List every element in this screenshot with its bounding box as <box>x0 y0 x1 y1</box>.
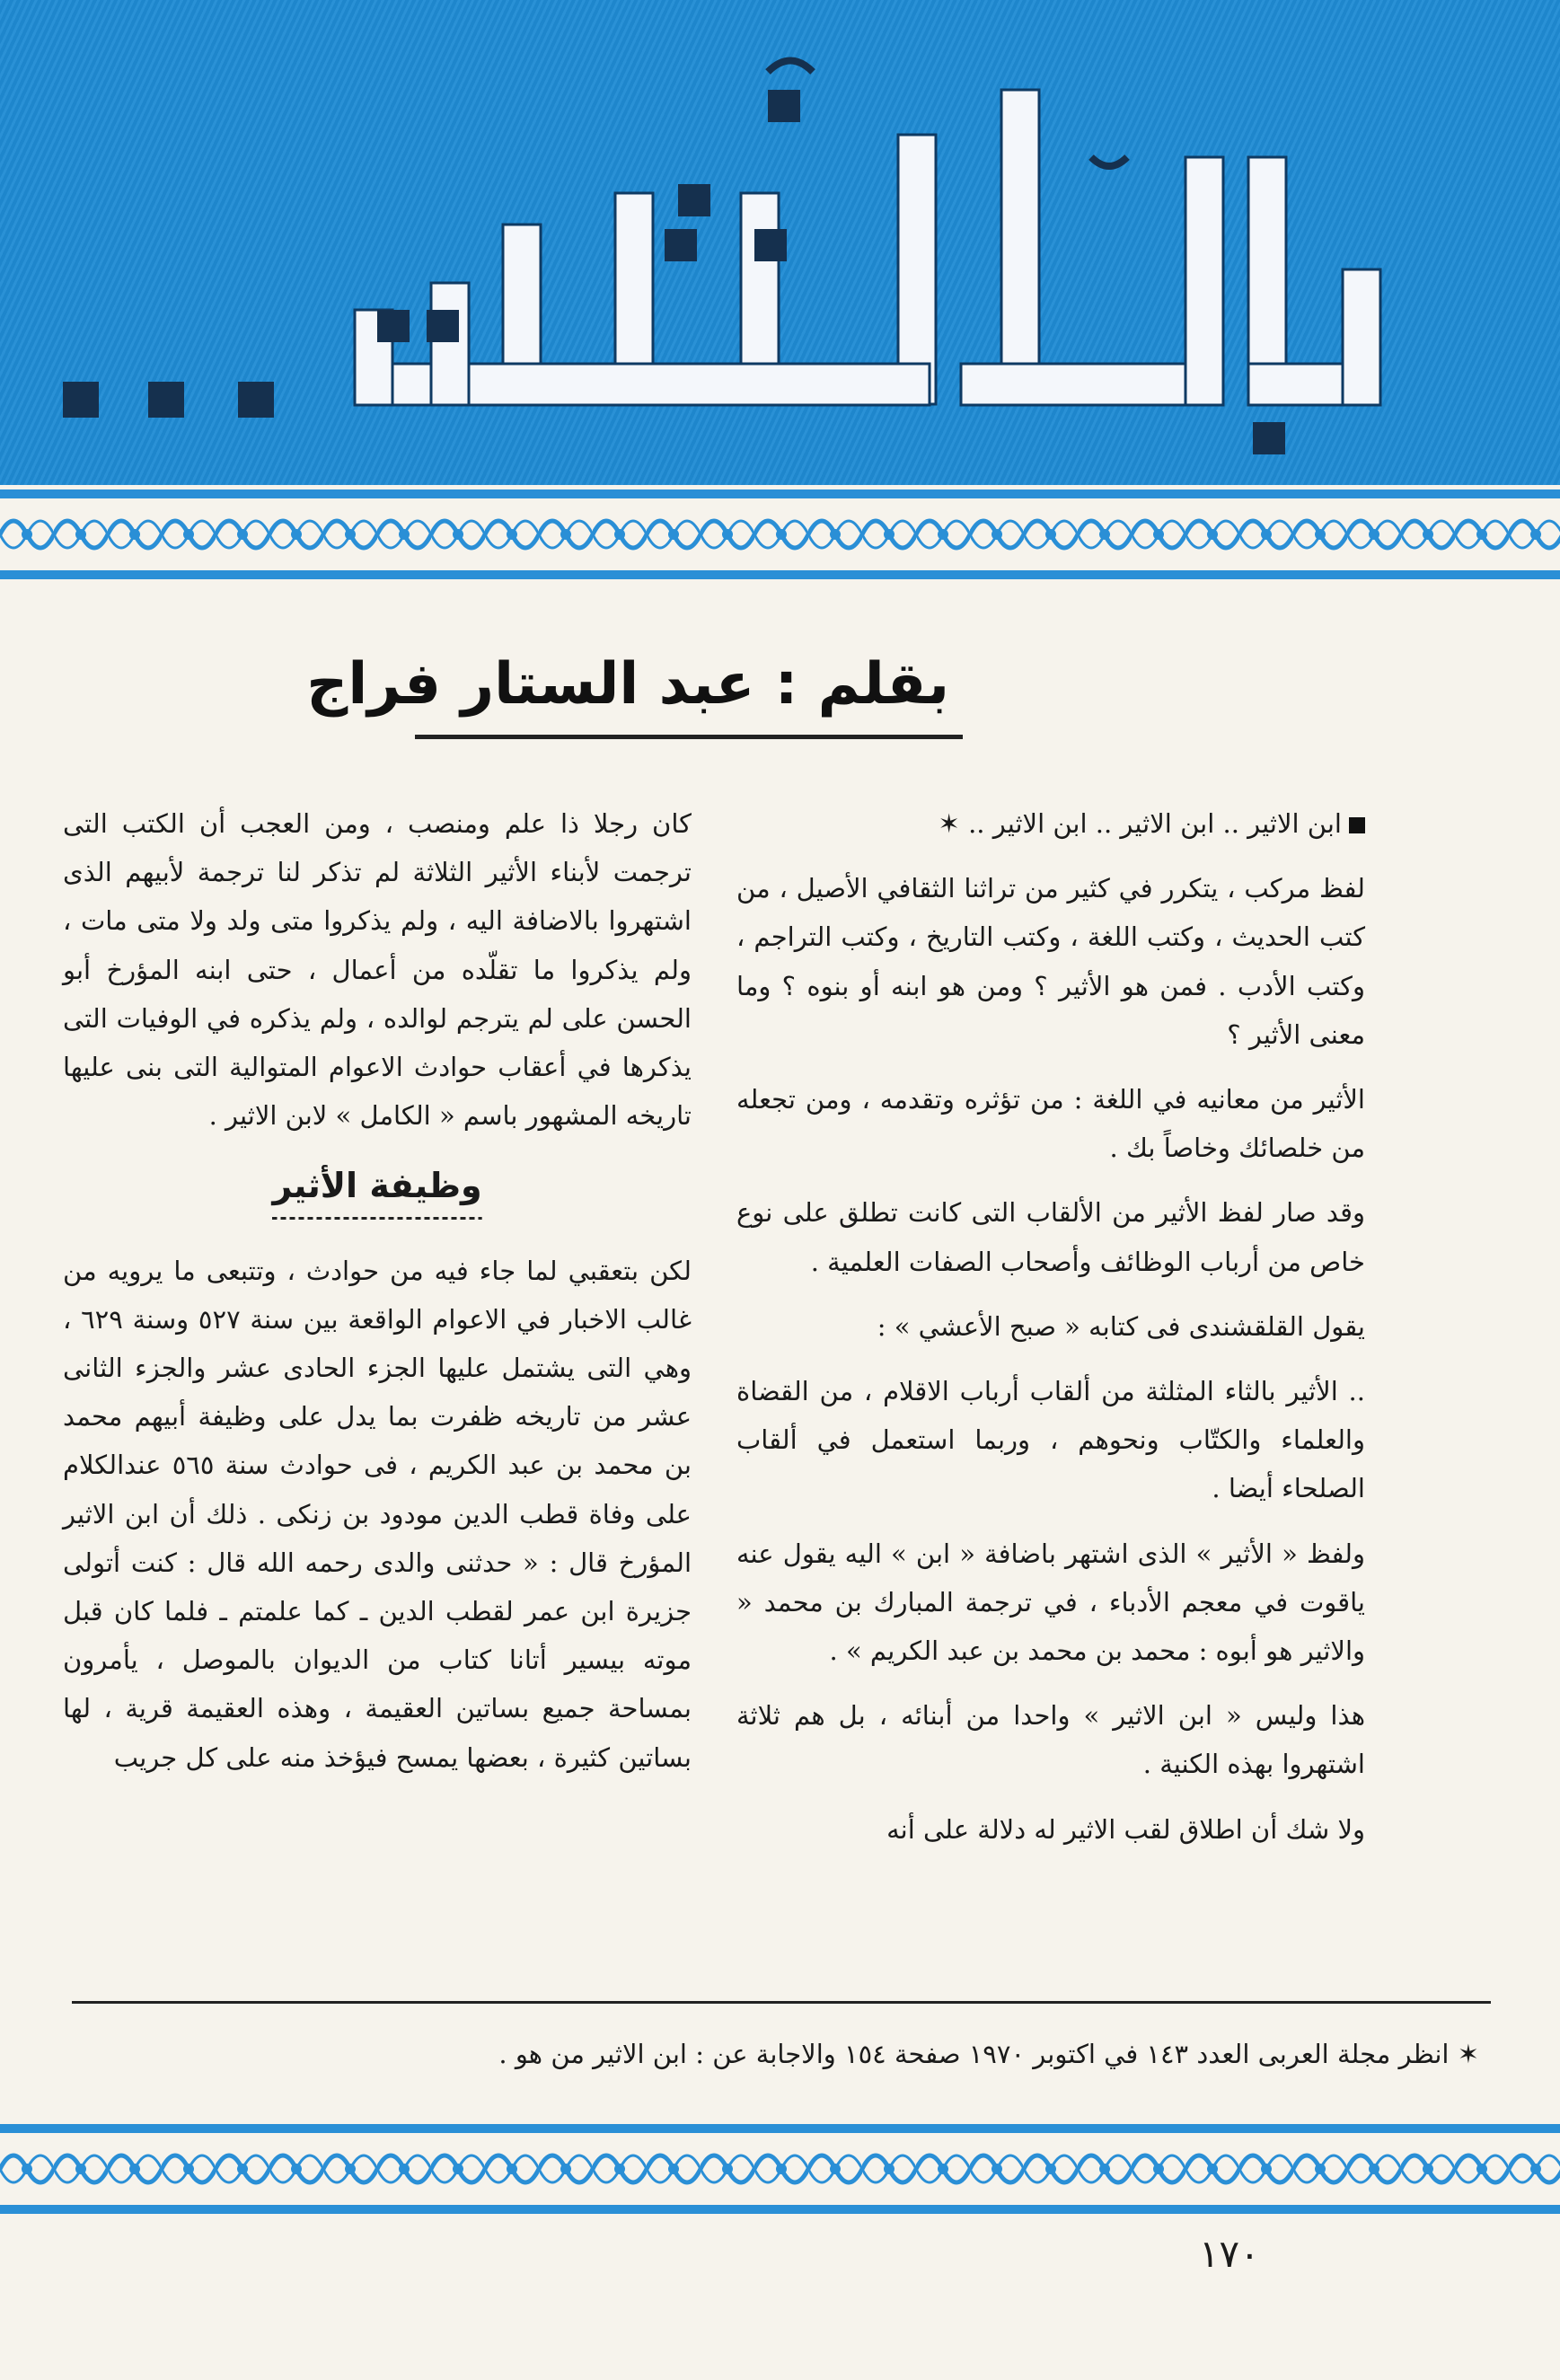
paragraph: لكن بتعقبي لما جاء فيه من حوادث ، وتتبعى ما يرويه من غالب الاخبار في الاعوام الواقعة بين سنة ٥٢٧ وسنة ٦٢٩ ، وهي التى يشتمل عليها الجزء الحادى عشر والجزء الثانى عشر من تاريخه ظفرت بما يدل على وظيفة أبيهم محمد بن محمد بن عبد الكريم ، فى حوادث سنة ٥٦٥ عندالكلام على وفاة قطب الدين مودود بن زنكى . ذلك أن ابن الاثير المؤرخ قال : « حدثنى والدى رحمه الله قال : كنت أتولى جزيرة ابن عمر لقطب الدين ـ كما علمتم ـ فلما كان قبل موته بيسير أتانا كتاب من الديوان بالموصل ، يأمرون بمساحة جميع بساتين العقيمة ، وهذه العقيمة قرية ، لها بساتين كثيرة ، بعضها يمسح فيؤخذ منه على كل جريب <box>63 1255 692 1773</box>
section-heading-text: وظيفة الأثير <box>272 1161 481 1219</box>
paragraph: يقول القلقشندى فى كتابه « صبح الأعشي » : <box>877 1310 1365 1342</box>
paragraph: .. الأثير بالثاء المثلثة من ألقاب أرباب الاقلام ، من القضاة والعلماء والكتّاب ونحوهم ، وربما استعمل في ألقاب الصلحاء أيضا . <box>736 1376 1365 1504</box>
paragraph: ولا شك أن اطلاق لقب الاثير له دلالة على أنه <box>886 1813 1365 1845</box>
ornament-band-bottom <box>0 2124 1560 2214</box>
paragraph-text: ابن الاثير .. ابن الاثير .. ابن الاثير .. ✶ <box>938 808 1342 839</box>
page-number: ١٧٠ <box>1199 2232 1260 2276</box>
footnote-divider <box>72 2001 1491 2004</box>
footnote: ✶ انظر مجلة العربى العدد ١٤٣ في اكتوبر ١٩٧٠ صفحة ١٥٤ والاجابة عن : ابن الاثير من هو . <box>498 2039 1479 2069</box>
paragraph: ولفظ « الأثير » الذى اشتهر باضافة « ابن » اليه يقول عنه ياقوت في معجم الأدباء ، في ترجمة المبارك بن محمد « والاثير هو أبوه : محمد بن محمد بن عبد الكريم » . <box>736 1538 1365 1667</box>
paragraph: الأثير من معانيه في اللغة : من تؤثره وتقدمه ، ومن تجعله من خلصائك وخاصاً بك . <box>736 1084 1365 1164</box>
paragraph <box>736 799 1365 848</box>
paragraph: هذا وليس « ابن الاثير » واحدا من أبنائه ، بل هم ثلاثة اشتهروا بهذه الكنية . <box>736 1700 1365 1780</box>
section-heading <box>63 1161 692 1219</box>
square-bullet-icon <box>1349 817 1365 833</box>
byline-underline <box>415 735 963 739</box>
ornament-band-top <box>0 489 1560 579</box>
header-banner <box>0 0 1560 485</box>
author-byline: بقلم : عبد الستار فراج <box>306 651 949 718</box>
paragraph: لفظ مركب ، يتكرر في كثير من تراثنا الثقافي الأصيل ، من كتب الحديث ، وكتب اللغة ، وكتب التاريخ ، وكتب التراجم ، وكتب الأدب . فمن هو الأثير ؟ ومن هو ابنه أو بنوه ؟ وما معنى الأثير ؟ <box>736 873 1365 1050</box>
title-calligraphy <box>0 0 1560 485</box>
paragraph: كان رجلا ذا علم ومنصب ، ومن العجب أن الكتب التى ترجمت لأبناء الأثير الثلاثة لم تذكر لنا ترجمة لأبيهم الذى اشتهروا بالاضافة اليه ، ولم يذكروا متى ولد ولا متى مات ، ولم يذكروا ما تقلّده من أعمال ، حتى ابنه المؤرخ أبو الحسن على لم يترجم لوالده ، ولم يذكره في الوفيات التى يذكرها في أعقاب حوادث الاعوام المتوالية التى بنى عليها تاريخه المشهور باسم « الكامل » لابن الاثير . <box>63 808 692 1132</box>
paragraph: وقد صار لفظ الأثير من الألقاب التى كانت تطلق على نوع خاص من أرباب الوظائف وأصحاب الصفات العلمية . <box>736 1197 1365 1277</box>
